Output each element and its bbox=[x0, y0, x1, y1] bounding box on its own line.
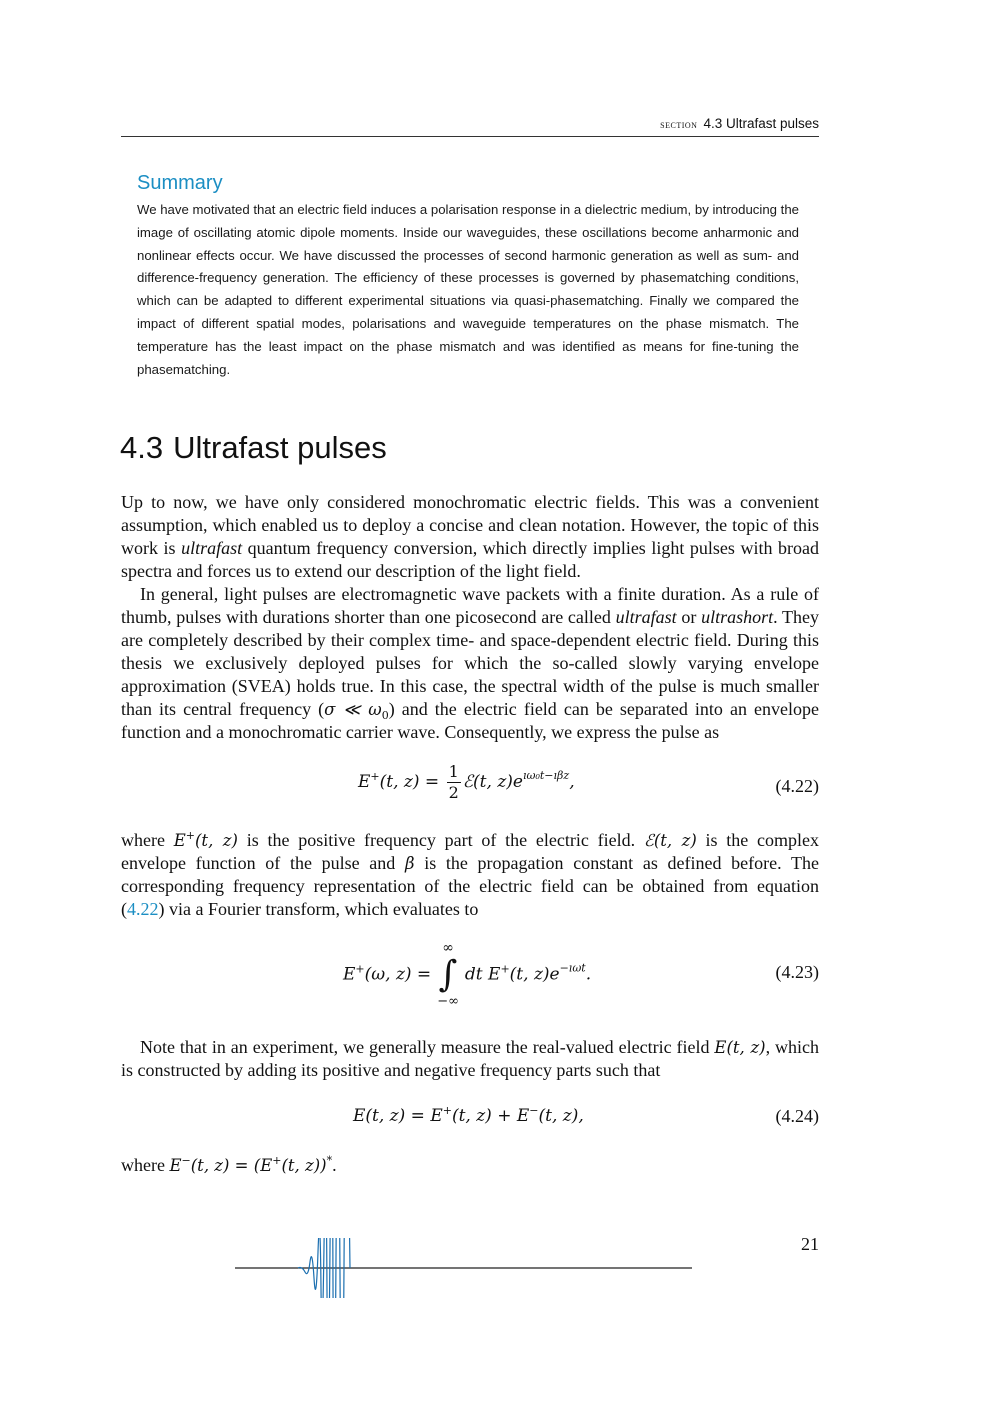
inline-math-e-plus-sup: + bbox=[185, 829, 195, 842]
paragraph-3-text-b: is the positive frequency part of the electric field. bbox=[237, 830, 644, 850]
paragraph-1-text-a: Up to now, we have only considered monochromatic electric fields. This was a convenient assumption, which enabled us to deploy a concise and clean notation. However, the topic of this work is bbox=[121, 492, 819, 558]
emphasis-ultrafast: ultrafast bbox=[181, 538, 243, 558]
eq-4-22-lhs: E bbox=[358, 772, 371, 792]
paragraph-5-end: . bbox=[332, 1155, 337, 1175]
inline-math-envelope: ℰ(t, z) bbox=[643, 831, 697, 850]
eq-4-23-lhs-sup: + bbox=[355, 962, 365, 976]
inline-math-e-plus-args-2: (t, z)) bbox=[281, 1156, 327, 1175]
equation-number-4-24: (4.24) bbox=[775, 1106, 819, 1126]
running-header-title: 4.3 Ultrafast pulses bbox=[703, 116, 819, 131]
equation-4-22 bbox=[121, 760, 819, 820]
summary-text: We have motivated that an electric field induces a polarisation response in a dielectric medium, by introducing the image of oscillating atomic dipole moments. Inside our waveguides, these oscillations become anharmonic and nonlinear effects occur. We have discussed the processes of second harmonic generation as well as sum- and difference-frequency generation. The efficiency of these processes is governed by phasematching conditions, which can be adapted to different experimental situations via quasi-phasematching. Finally we compared the impact of different spatial modes, polarisations and waveguide temperatures on the phase mismatch. The temperature has the least impact on the phase mismatch and was identified as means for fine-tuning the phasematching. bbox=[137, 202, 799, 377]
inline-math-e-minus-sup: − bbox=[181, 1154, 191, 1167]
eq-4-22-exponent: ıω₀t−ıβz bbox=[522, 769, 570, 782]
running-header bbox=[121, 116, 819, 137]
eq-4-23-exponent: −ıωt bbox=[559, 961, 586, 975]
section-number: 4.3 bbox=[120, 430, 164, 465]
eq-4-23-integrand-sup: + bbox=[500, 962, 510, 976]
eq-4-22-end: , bbox=[569, 772, 575, 792]
paragraph-4-text-b: , which is constructed by adding its positive and negative frequency parts such that bbox=[121, 1037, 819, 1080]
inline-math-e-real: E(t, z) bbox=[714, 1038, 766, 1057]
inline-math-sigma-omega bbox=[324, 700, 389, 722]
running-header-section-word: section bbox=[660, 119, 698, 131]
summary-box bbox=[137, 172, 799, 381]
paragraph-3-text-d: is the propagation constant as defined before. The corresponding frequency representation of the electric field can be obtained from equation ( bbox=[121, 853, 819, 919]
eq-4-22-numerator: 1 bbox=[448, 762, 459, 781]
paragraph-5 bbox=[121, 1154, 819, 1177]
eq-4-23-lhs: E bbox=[343, 964, 356, 985]
eq-4-24-part-b: (t, z) + E bbox=[451, 1106, 530, 1126]
paragraph-5-text-a: where bbox=[121, 1155, 170, 1175]
equation-reference-link[interactable]: 4.22 bbox=[127, 899, 159, 919]
equation-4-23 bbox=[121, 940, 819, 1014]
eq-4-22-lhs-args: (t, z) = bbox=[379, 772, 440, 792]
section-title: Ultrafast pulses bbox=[173, 430, 387, 465]
inline-math-subscript: 0 bbox=[381, 709, 389, 722]
inline-math-sigma-omega-text: σ ≪ ω bbox=[324, 700, 382, 719]
eq-4-23-integrand-a: dt E bbox=[464, 964, 501, 985]
paragraph-3-text-c: is the complex envelope function of the pulse and bbox=[121, 830, 819, 873]
paragraph-3-text-a: where bbox=[121, 830, 174, 850]
inline-math-e-plus-symbol: E bbox=[173, 831, 186, 850]
paragraph-3-text-e: ) via a Fourier transform, which evaluates to bbox=[158, 899, 479, 919]
eq-4-23-lhs-args: (ω, z) = bbox=[364, 964, 432, 985]
paragraph-2-or: or bbox=[676, 607, 702, 627]
section-heading bbox=[120, 430, 387, 466]
summary-heading: Summary bbox=[137, 172, 223, 194]
paragraph-2-text-a: In general, light pulses are electromagnetic wave packets with a finite duration. As a rule of thumb, pulses with durations shorter than one picosecond are called bbox=[121, 584, 819, 627]
eq-4-22-denominator: 2 bbox=[448, 783, 459, 802]
inline-math-e-plus bbox=[174, 831, 238, 850]
paragraph-2 bbox=[121, 583, 819, 744]
footer-pulse-decoration bbox=[230, 1238, 700, 1298]
paragraph-2-text-b: . They are completely described by their complex time- and space-dependent electric field. During this thesis we exclusively deployed pulses for which the so-called slowly varying envelope approximation (SVEA) holds true. In this case, the spectral width of the pulse is much smaller than its central frequency ( bbox=[121, 607, 819, 719]
eq-4-22-rhs: ℰ(t, z)e bbox=[462, 772, 523, 792]
eq-4-24-part-c: (t, z), bbox=[538, 1106, 584, 1126]
eq-4-22-fraction bbox=[447, 762, 461, 803]
inline-math-e-plus-sup-2: + bbox=[272, 1154, 282, 1167]
integral-symbol: ∫ bbox=[438, 954, 458, 995]
eq-4-22-lhs-sup: + bbox=[370, 770, 380, 783]
inline-math-conjugate-star: * bbox=[326, 1154, 333, 1167]
paragraph-3 bbox=[121, 829, 819, 921]
equation-number-4-23: (4.23) bbox=[775, 962, 819, 982]
inline-math-e-minus-args: (t, z) = (E bbox=[190, 1156, 273, 1175]
emphasis-ultrashort: ultrashort bbox=[701, 607, 774, 627]
paragraph-1 bbox=[121, 491, 819, 583]
inline-math-e-minus-symbol: E bbox=[169, 1156, 182, 1175]
eq-4-24-sup-a: + bbox=[442, 1104, 452, 1117]
eq-4-24-part-a: E(t, z) = E bbox=[353, 1106, 443, 1126]
equation-4-22-body bbox=[358, 762, 575, 803]
paragraph-4-text-a: Note that in an experiment, we generally measure the real-valued electric field bbox=[140, 1037, 715, 1057]
page-number: 21 bbox=[801, 1234, 819, 1254]
equation-4-23-body bbox=[343, 940, 591, 1010]
emphasis-ultrafast-2: ultrafast bbox=[615, 607, 677, 627]
paragraph-1-text-b: quantum frequency conversion, which directly implies light pulses with broad spectra and forces us to extend our description of the light field. bbox=[121, 538, 819, 581]
equation-4-24-body bbox=[353, 1106, 584, 1126]
integral-lower-limit: −∞ bbox=[437, 994, 459, 1009]
paragraph-2-text-c: ) and the electric field can be separated into an envelope function and a monochromatic carrier wave. Consequently, we express the pulse as bbox=[121, 699, 819, 742]
integral-upper-limit: ∞ bbox=[442, 940, 454, 956]
equation-number-4-22: (4.22) bbox=[775, 776, 819, 796]
eq-4-23-end: . bbox=[585, 964, 592, 985]
integral-sign bbox=[437, 940, 459, 1010]
inline-math-e-plus-args: (t, z) bbox=[195, 831, 238, 850]
paragraph-4 bbox=[121, 1036, 819, 1082]
inline-math-beta: β bbox=[404, 854, 415, 873]
eq-4-23-integrand-b: (t, z)e bbox=[509, 964, 560, 985]
eq-4-24-sup-b: − bbox=[529, 1104, 539, 1117]
equation-4-24 bbox=[121, 1104, 819, 1134]
inline-math-e-minus bbox=[169, 1156, 332, 1175]
